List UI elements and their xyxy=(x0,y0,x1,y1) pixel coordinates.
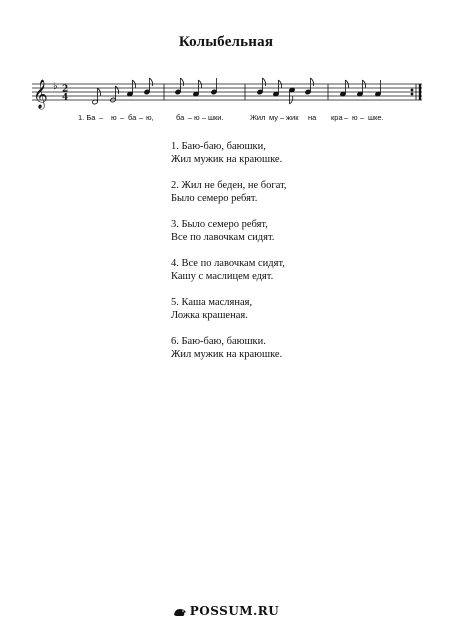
verse-line: 6. Баю-баю, баюшки. xyxy=(171,336,266,347)
lyric-syllable: кра xyxy=(331,113,343,122)
time-signature: 2 xyxy=(62,84,69,95)
lyric-syllable: шке. xyxy=(368,113,384,122)
lyric-syllable: ба xyxy=(128,113,137,122)
verse xyxy=(171,258,391,283)
verse-line: Было семеро ребят. xyxy=(171,192,258,204)
verse xyxy=(171,180,391,205)
lyric-syllable: – xyxy=(280,113,285,122)
lyric-syllable: – xyxy=(120,113,125,122)
verse-line: 5. Каша масляная, xyxy=(171,297,253,308)
lyric-syllable: ю xyxy=(194,113,200,122)
lyric-syllable: ю xyxy=(111,113,117,122)
verse-line: 1. Баю-баю, баюшки, xyxy=(171,141,266,152)
verses-list xyxy=(171,141,391,375)
verse xyxy=(171,336,391,361)
verse xyxy=(171,141,391,166)
verse-line: Кашу с маслицем едят. xyxy=(171,270,274,282)
verse-line: Жил мужик на краюшке. xyxy=(171,153,283,165)
verse-line: 4. Все по лавочкам сидят, xyxy=(171,258,285,269)
measure-2 xyxy=(175,78,217,97)
verse-line: 3. Было семеро ребят, xyxy=(171,219,268,230)
lyric-syllable: му xyxy=(269,113,278,122)
lyric-syllable: – xyxy=(99,113,104,122)
staff-lines xyxy=(32,84,422,100)
verse-line: Все по лавочкам сидят. xyxy=(171,231,275,243)
possum-logo-icon xyxy=(173,606,187,618)
verse xyxy=(171,297,391,322)
lyric-syllable: – xyxy=(360,113,365,122)
lyric-syllable: ю xyxy=(352,113,358,122)
verse-line: 2. Жил не беден, не богат, xyxy=(171,180,287,191)
site-name: POSSUM.RU xyxy=(189,604,280,618)
verse-line: Жил мужик на краюшке. xyxy=(171,348,283,360)
lyric-syllable: ба xyxy=(176,113,185,122)
lyric-syllable: 1. Ба xyxy=(78,113,96,122)
lyric-syllable: ю, xyxy=(146,113,154,122)
lyric-syllable: – xyxy=(202,113,207,122)
lyric-syllable: – xyxy=(344,113,349,122)
lyric-syllable: – xyxy=(139,113,144,122)
lyric-syllable: жик xyxy=(286,113,299,122)
lyric-syllable: – xyxy=(188,113,193,122)
flat-icon: ♭ xyxy=(53,81,58,92)
lyric-syllable: шки. xyxy=(208,113,224,122)
verse-line: Ложка крашеная. xyxy=(171,309,248,321)
page-title: Колыбельная xyxy=(178,34,274,50)
lyrics-line xyxy=(78,113,418,125)
site-footer[interactable] xyxy=(0,604,452,618)
treble-clef-icon: 𝄞 xyxy=(33,79,48,108)
measure-1 xyxy=(92,78,153,105)
lyric-syllable: Жил xyxy=(250,113,266,122)
time-signature: 4 xyxy=(62,93,69,103)
verse xyxy=(171,219,391,244)
lyric-syllable: на xyxy=(308,113,317,122)
